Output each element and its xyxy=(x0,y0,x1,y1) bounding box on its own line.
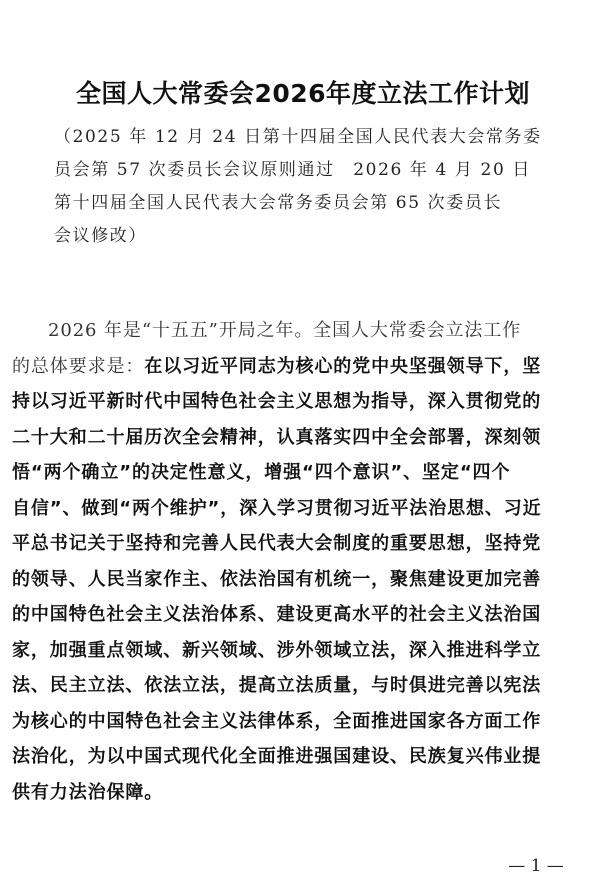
paragraph-line xyxy=(12,455,602,491)
adoption-note-line: （2025 年 12 月 24 日第十四届全国人民代表大会常务委 xyxy=(54,127,542,147)
paragraph-text-bold: 在以习近平同志为核心的党中央坚强领导下，坚 xyxy=(144,355,542,377)
paragraph-line xyxy=(12,526,602,562)
paragraph-line xyxy=(12,562,602,598)
paragraph-line xyxy=(12,597,602,633)
paragraph-line xyxy=(12,775,602,811)
adoption-note-line: 员会第 57 次委员长会议原则通过 2026 年 4 月 20 日 xyxy=(54,160,531,180)
paragraph-line xyxy=(12,420,602,456)
paragraph-text-bold: 悟“两个确立”的决定性意义，增强“四个意识”、坚定“四个 xyxy=(12,462,511,483)
paragraph-line xyxy=(12,349,602,385)
paragraph-line xyxy=(12,384,602,420)
paragraph-text-bold: 自信”、做到“两个维护”，深入学习贯彻习近平法治思想、习近 xyxy=(12,497,542,519)
paragraph-text-bold: 供有力法治保障。 xyxy=(12,781,164,803)
paragraph-text-bold: 二十大和二十届历次全会精神，认真落实四中全会部署，深刻领 xyxy=(12,426,542,448)
paragraph-line xyxy=(12,739,602,775)
paragraph-line xyxy=(12,668,602,704)
paragraph-text-bold: 的领导、人民当家作主、依法治国有机统一，聚焦建设更加完善 xyxy=(12,568,542,590)
document-title: 全国人大常委会2026年度立法工作计划 xyxy=(75,79,531,108)
paragraph-text-bold: 持以习近平新时代中国特色社会主义思想为指导，深入贯彻党的 xyxy=(12,391,542,412)
paragraph-line xyxy=(12,633,602,669)
paragraph-text-regular: 2026 年是“十五五”开局之年。全国人大常委会立法工作 xyxy=(48,320,522,341)
paragraph-text-bold: 的中国特色社会主义法治体系、建设更高水平的社会主义法治国 xyxy=(12,604,542,625)
body-paragraph xyxy=(12,313,602,810)
paragraph-text-bold: 法、民主立法、依法立法，提高立法质量，与时俱进完善以宪法 xyxy=(12,675,542,696)
paragraph-line xyxy=(12,313,602,349)
paragraph-text-bold: 法治化，为以中国式现代化全面推进强国建设、民族复兴伟业提 xyxy=(12,746,542,767)
paragraph-line xyxy=(12,491,602,527)
paragraph-text-bold: 为核心的中国特色社会主义法律体系，全面推进国家各方面工作 xyxy=(12,710,542,732)
adoption-note-line: 第十四届全国人民代表大会常务委员会第 65 次委员长 xyxy=(54,193,503,213)
paragraph-line xyxy=(12,704,602,740)
page-number: — 1 — xyxy=(508,856,564,876)
adoption-note-line: 会议修改） xyxy=(54,226,147,246)
paragraph-text-bold: 平总书记关于坚持和完善人民代表大会制度的重要思想，坚持党 xyxy=(12,533,542,554)
adoption-note xyxy=(54,121,564,253)
paragraph-text-bold: 家，加强重点领域、新兴领域、涉外领域立法，深入推进科学立 xyxy=(12,639,542,661)
paragraph-text-regular: 的总体要求是： xyxy=(12,355,145,377)
